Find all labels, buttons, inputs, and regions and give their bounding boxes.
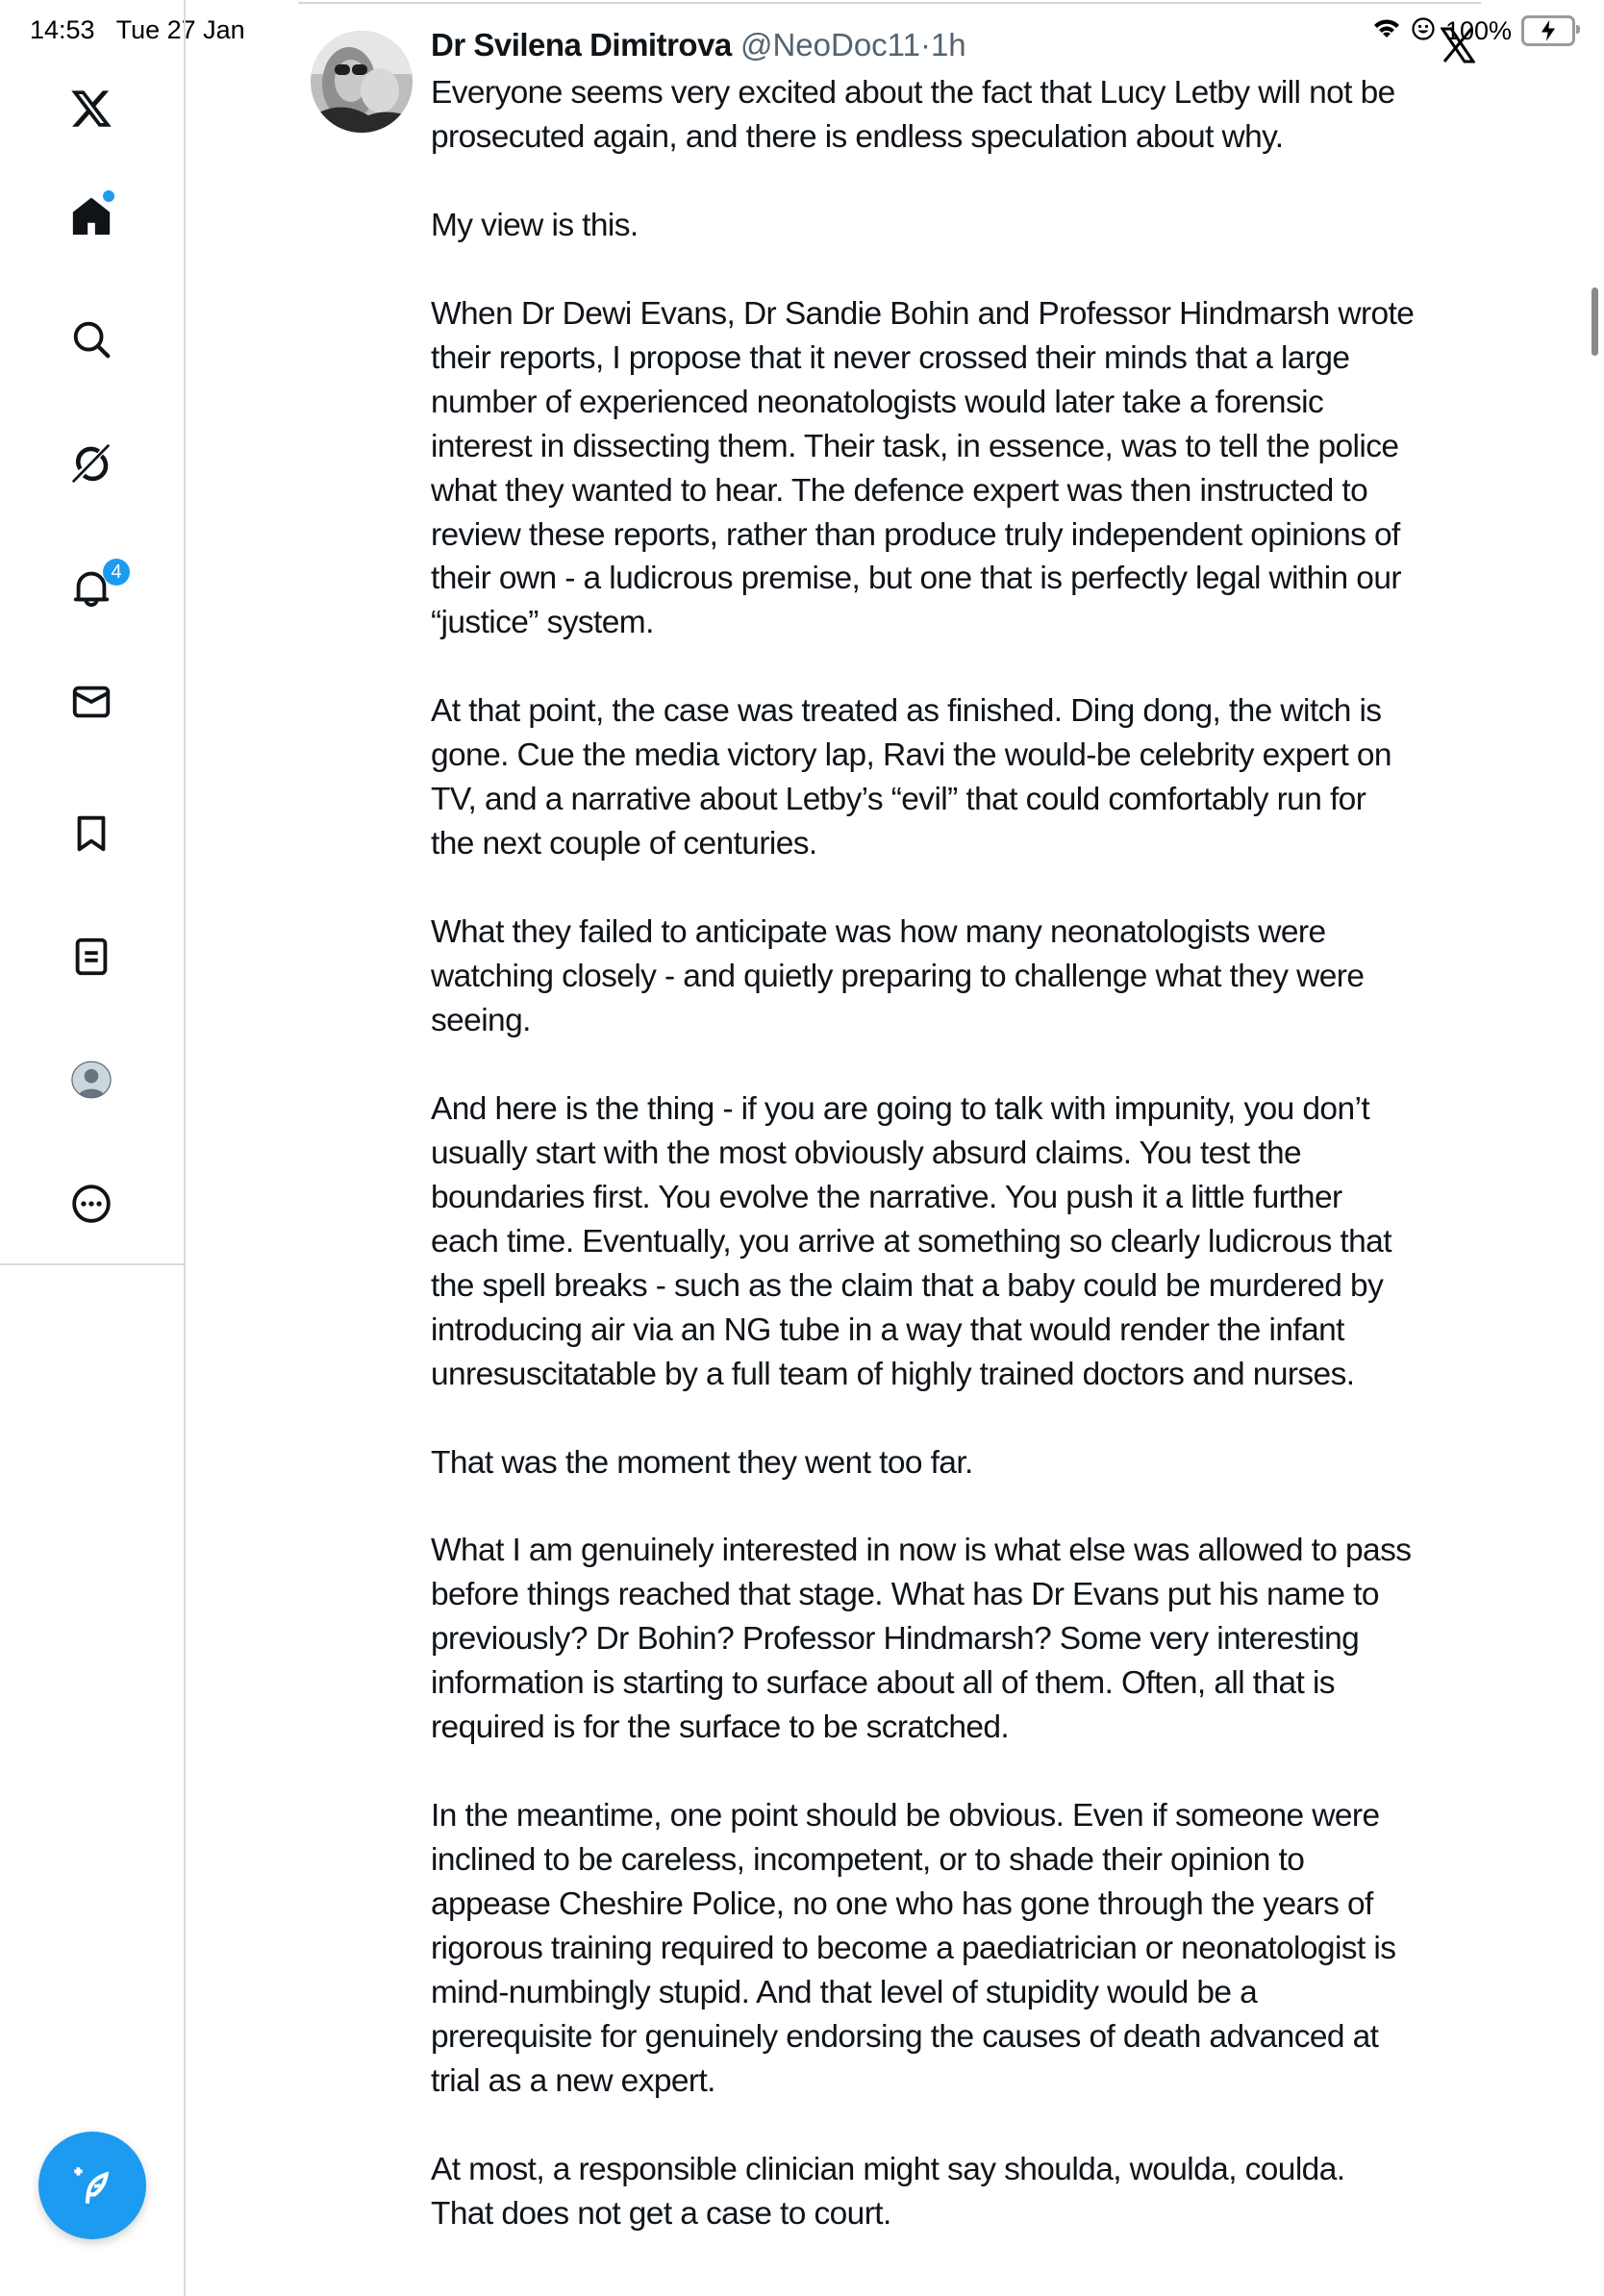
post-text-line: trial as a new expert. xyxy=(431,2062,715,2099)
more-icon xyxy=(69,1182,113,1226)
post-text-line: interest in dissecting them. Their task, in essence, was to tell the police xyxy=(431,428,1399,464)
sidebar-divider xyxy=(0,1263,186,1265)
post-text-line: “justice” system. xyxy=(431,605,654,641)
sidebar-item-messages[interactable] xyxy=(61,671,122,733)
post-text-line: what they wanted to hear. The defence expert was then instructed to xyxy=(431,472,1368,509)
post-text-line: That does not get a case to court. xyxy=(431,2195,891,2232)
header-separator: · xyxy=(919,27,931,62)
compose-button[interactable] xyxy=(38,2132,146,2239)
post-text-line: before things reached that stage. What has Dr Evans put his name to xyxy=(431,1577,1379,1613)
paragraph-gap xyxy=(431,645,1489,689)
post-text-line: inclined to be careless, incompetent, or to shade their opinion to xyxy=(431,1842,1305,1879)
post-text-line: At most, a responsible clinician might say shoulda, woulda, coulda. xyxy=(431,2151,1345,2187)
grok-icon xyxy=(69,441,113,486)
focus-smiley-icon xyxy=(1411,16,1436,46)
post-text-line: boundaries first. You evolve the narrative. You push it a little further xyxy=(431,1179,1342,1215)
post-text-line: At that point, the case was treated as finished. Ding dong, the witch is xyxy=(431,693,1382,730)
compose-feather-icon xyxy=(68,2161,116,2209)
sidebar-item-more[interactable] xyxy=(61,1173,122,1235)
post-paragraph xyxy=(431,1441,1489,1485)
post-text-line: review these reports, rather than produce truly independent opinions of xyxy=(431,516,1400,553)
post-text-line: number of experienced neonatologists would later take a forensic xyxy=(431,384,1324,420)
post-paragraph xyxy=(431,292,1489,646)
battery-percentage: 100% xyxy=(1444,15,1512,45)
post-text-line: their reports, I propose that it never crossed their minds that a large xyxy=(431,339,1350,376)
paragraph-gap xyxy=(431,160,1489,204)
notification-badge: 4 xyxy=(103,559,130,586)
author-name[interactable]: Dr Svilena Dimitrova xyxy=(431,27,732,62)
author-avatar[interactable] xyxy=(311,31,413,133)
sidebar-item-bookmarks[interactable] xyxy=(61,803,122,864)
post-paragraph xyxy=(431,689,1489,866)
battery-charging-icon xyxy=(1521,15,1575,46)
post-text-line: the spell breaks - such as the claim that a baby could be murdered by xyxy=(431,1267,1384,1304)
mail-icon xyxy=(69,680,113,724)
post-text-line: What I am genuinely interested in now is what else was allowed to pass xyxy=(431,1533,1412,1569)
post-text-line: Everyone seems very excited about the fact that Lucy Letby will not be xyxy=(431,75,1395,111)
bookmark-icon xyxy=(69,811,113,856)
post-text-line: required is for the surface to be scratched. xyxy=(431,1710,1010,1746)
post-paragraph xyxy=(431,911,1489,1043)
battery-nub xyxy=(1576,25,1580,34)
post-text-line: information is starting to surface about all of them. Often, all that is xyxy=(431,1665,1335,1702)
paragraph-gap xyxy=(431,1485,1489,1530)
post-paragraph xyxy=(431,2148,1489,2236)
post-paragraph xyxy=(431,71,1489,160)
x-logo-icon[interactable] xyxy=(61,78,122,139)
paragraph-gap xyxy=(431,866,1489,911)
sidebar-item-explore[interactable] xyxy=(61,309,122,370)
post-text-line: When Dr Dewi Evans, Dr Sandie Bohin and Professor Hindmarsh wrote xyxy=(431,295,1415,332)
post-text-line: prerequisite for genuinely endorsing the causes of death advanced at xyxy=(431,2018,1379,2055)
author-handle[interactable]: @NeoDoc11 xyxy=(739,27,920,62)
post-text-line: What they failed to anticipate was how many neonatologists were xyxy=(431,914,1326,951)
post-text-line: introducing air via an NG tube in a way that would render the infant xyxy=(431,1311,1344,1348)
paragraph-gap xyxy=(431,1750,1489,1794)
post-text-line: mind-numbingly stupid. And that level of stupidity would be a xyxy=(431,1974,1258,2010)
search-icon xyxy=(69,317,113,362)
post-header xyxy=(431,27,966,63)
close-x-icon[interactable] xyxy=(1441,27,1475,63)
post-paragraph xyxy=(431,1794,1489,2104)
sidebar-item-profile[interactable] xyxy=(61,1049,122,1111)
list-icon xyxy=(69,935,113,979)
post-text-line: TV, and a narrative about Letby’s “evil” that could comfortably run for xyxy=(431,782,1366,818)
top-divider xyxy=(298,2,1481,4)
sidebar xyxy=(0,0,186,2296)
post-time[interactable]: 1h xyxy=(930,27,966,62)
paragraph-gap xyxy=(431,1397,1489,1441)
post-text-line: the next couple of centuries. xyxy=(431,826,817,862)
post-text-line: previously? Dr Bohin? Professor Hindmarsh? Some very interesting xyxy=(431,1621,1360,1658)
post-text-line: That was the moment they went too far. xyxy=(431,1444,973,1481)
sidebar-item-home[interactable] xyxy=(61,186,122,247)
post-paragraph xyxy=(431,204,1489,248)
sidebar-item-notifications[interactable] xyxy=(61,556,122,617)
post-text-line: My view is this. xyxy=(431,207,639,243)
post-body xyxy=(431,71,1489,2236)
post-paragraph xyxy=(431,1529,1489,1750)
post-text-line: watching closely - and quietly preparing to challenge what they were xyxy=(431,959,1365,995)
post-text-line: And here is the thing - if you are going to talk with impunity, you don’t xyxy=(431,1090,1370,1127)
post-text-line: In the meantime, one point should be obvious. Even if someone were xyxy=(431,1798,1380,1834)
post-text-line: their own - a ludicrous premise, but one that is perfectly legal within our xyxy=(431,561,1401,597)
sidebar-item-grok[interactable] xyxy=(61,433,122,494)
scrollbar[interactable] xyxy=(1591,287,1598,356)
home-new-dot xyxy=(103,190,114,202)
post-text-line: rigorous training required to become a paediatrician or neonatologist is xyxy=(431,1931,1396,1967)
wifi-icon xyxy=(1372,17,1401,45)
status-time: 14:53 Tue 27 Jan xyxy=(30,15,245,44)
post-text-line: gone. Cue the media victory lap, Ravi the would-be celebrity expert on xyxy=(431,737,1391,774)
post-text-line: prosecuted again, and there is endless speculation about why. xyxy=(431,118,1284,155)
status-date: Tue 27 Jan xyxy=(115,15,245,44)
paragraph-gap xyxy=(431,1043,1489,1087)
paragraph-gap xyxy=(431,2104,1489,2148)
post-text-line: each time. Eventually, you arrive at something so clearly ludicrous that xyxy=(431,1223,1391,1260)
sidebar-item-lists[interactable] xyxy=(61,926,122,987)
post-text-line: unresuscitatable by a full team of highly trained doctors and nurses. xyxy=(431,1356,1355,1392)
post-text-line: seeing. xyxy=(431,1003,531,1039)
post-text-line: usually start with the most obviously absurd claims. You test the xyxy=(431,1135,1302,1171)
post-paragraph xyxy=(431,1087,1489,1397)
profile-avatar-icon xyxy=(69,1058,113,1102)
post-text-line: appease Cheshire Police, no one who has gone through the years of xyxy=(431,1886,1373,1923)
paragraph-gap xyxy=(431,248,1489,292)
